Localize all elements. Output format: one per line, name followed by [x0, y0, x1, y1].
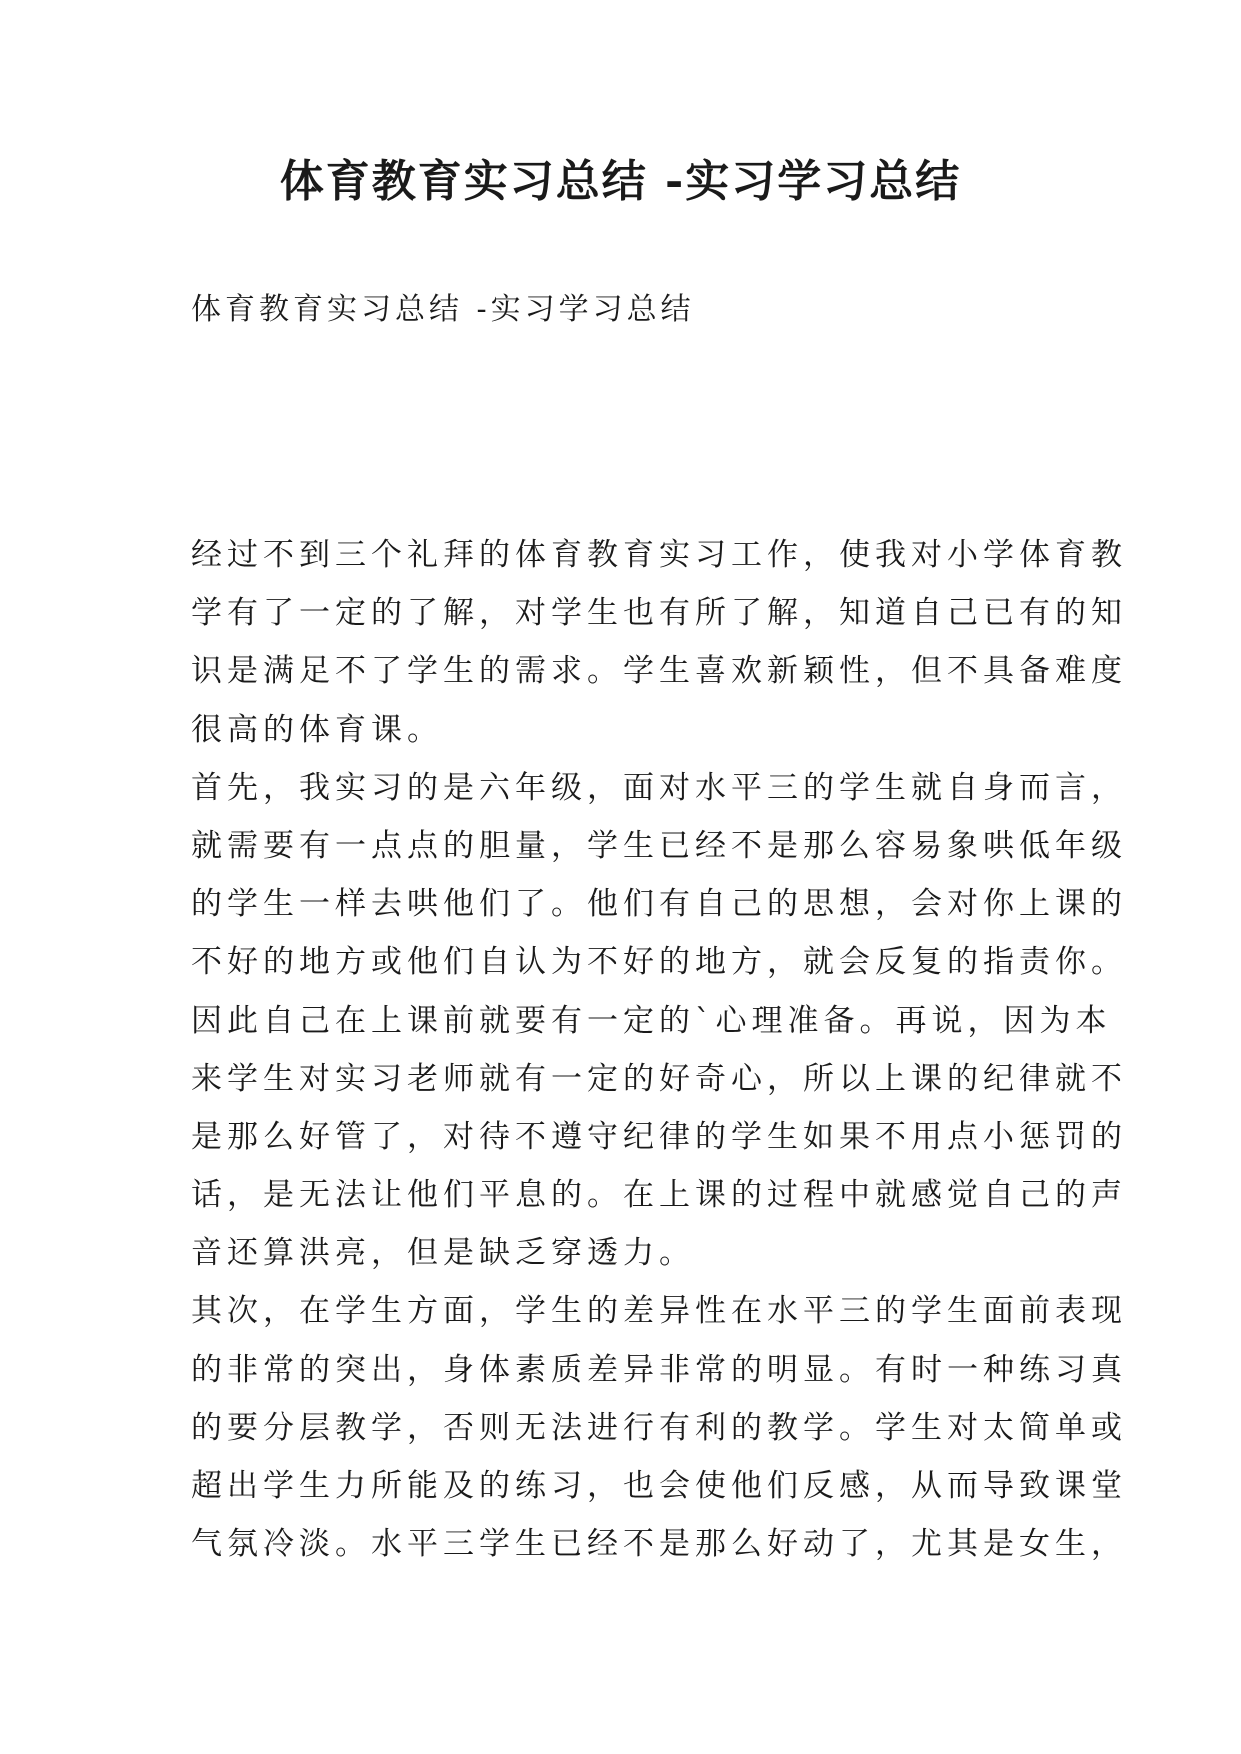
- text-line: 学有了一定的了解，对学生也有所了解，知道自己已有的知: [191, 595, 1127, 632]
- text-line: 其次，在学生方面，学生的差异性在水平三的学生面前表现: [191, 1293, 1127, 1330]
- text-line: 识是满足不了学生的需求。学生喜欢新颖性，但不具备难度: [191, 653, 1127, 690]
- text-line: 的学生一样去哄他们了。他们有自己的思想，会对你上课的: [191, 886, 1127, 923]
- text-line: 超出学生力所能及的练习，也会使他们反感，从而导致课堂: [191, 1468, 1127, 1504]
- document-body: [191, 526, 1127, 1573]
- text-line: 是那么好管了，对待不遵守纪律的学生如果不用点小惩罚的: [191, 1118, 1127, 1155]
- text-line: 因此自己在上课前就要有一定的`心理准备。再说，因为本: [191, 1002, 1112, 1039]
- document-title: 体育教育实习总结 -实习学习总结: [279, 156, 962, 207]
- text-line: 话，是无法让他们平息的。在上课的过程中就感觉自己的声: [191, 1177, 1127, 1214]
- text-line: 很高的体育课。: [191, 711, 443, 748]
- text-line: 音还算洪亮，但是缺乏穿透力。: [191, 1235, 695, 1272]
- text-line: 经过不到三个礼拜的体育教育实习工作，使我对小学体育教: [191, 537, 1127, 573]
- text-line: 的要分层教学，否则无法进行有利的教学。学生对太简单或: [191, 1409, 1127, 1446]
- document-subtitle: 体育教育实习总结 -实习学习总结: [191, 292, 695, 327]
- text-line: 的非常的突出，身体素质差异非常的明显。有时一种练习真: [191, 1351, 1127, 1388]
- text-line: 就需要有一点点的胆量，学生已经不是那么容易象哄低年级: [191, 827, 1127, 864]
- text-line: 不好的地方或他们自认为不好的地方，就会反复的指责你。: [191, 944, 1127, 981]
- text-line: 来学生对实习老师就有一定的好奇心，所以上课的纪律就不: [191, 1060, 1127, 1097]
- text-line: 首先，我实习的是六年级，面对水平三的学生就自身而言，: [191, 769, 1127, 806]
- text-line: 气氛冷淡。水平三学生已经不是那么好动了，尤其是女生，: [191, 1526, 1127, 1563]
